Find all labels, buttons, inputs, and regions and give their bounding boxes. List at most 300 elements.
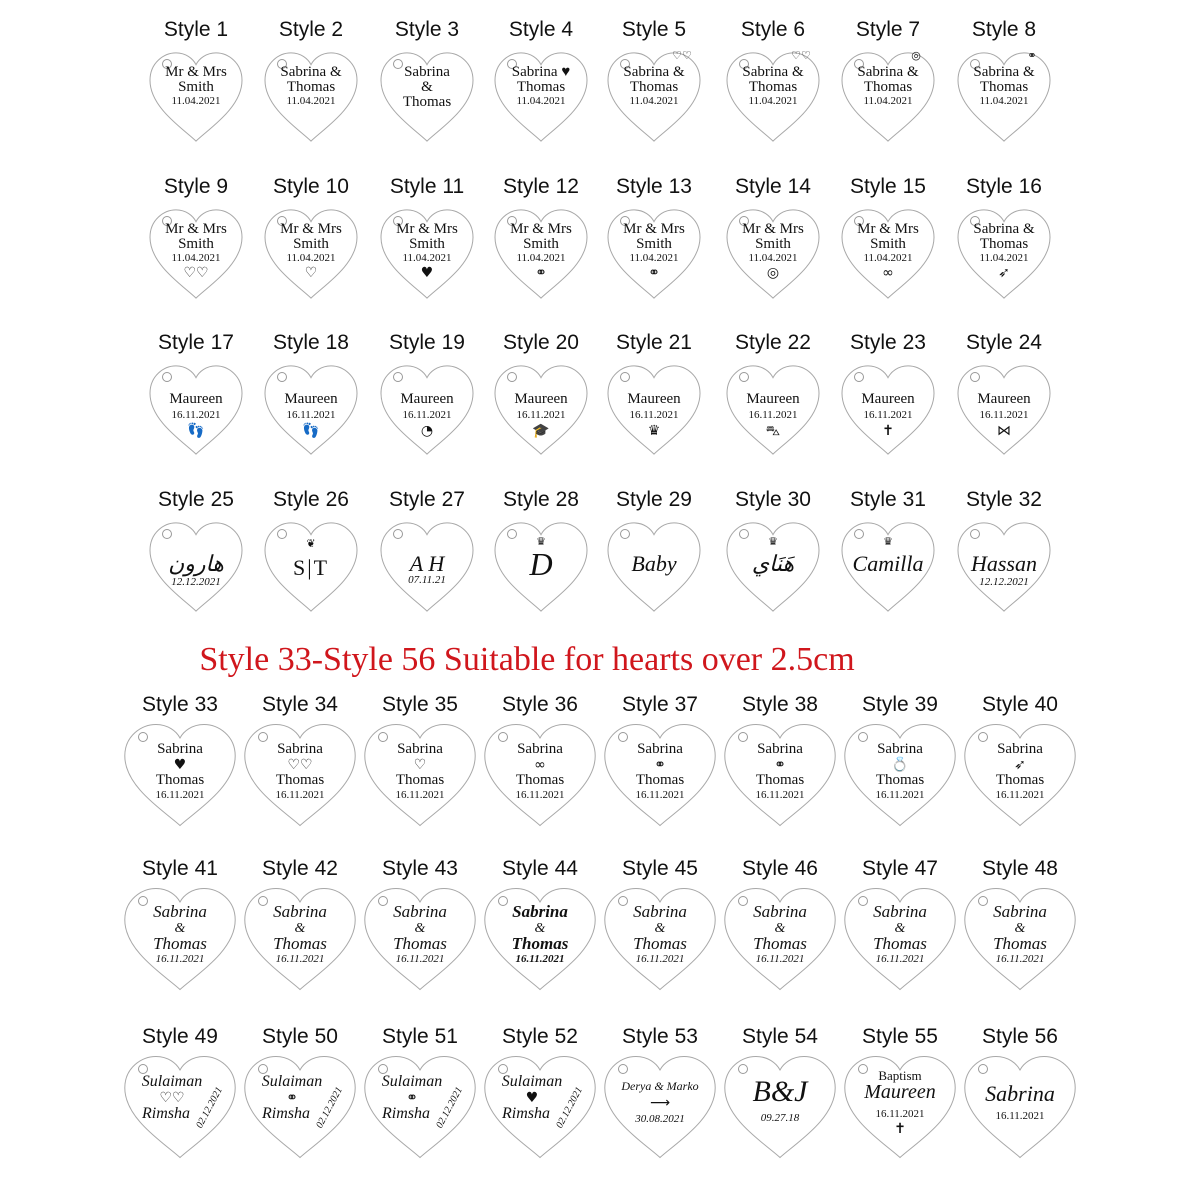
heart-tag [261, 206, 361, 302]
style-label: Style 50 [262, 1025, 338, 1048]
connector-icon: 💍 [891, 757, 909, 773]
hang-hole [162, 372, 172, 382]
heart-tag [720, 1052, 840, 1162]
name-line-1: Sabrina [877, 741, 923, 757]
style-card[interactable] [480, 856, 600, 1021]
stroller-icon: ⛍ [765, 423, 781, 439]
footprints-icon: 👣 [187, 423, 205, 439]
style-card[interactable] [946, 17, 1062, 167]
heart-tag [600, 720, 720, 830]
heart-tag [120, 1052, 240, 1162]
style-label: Style 11 [389, 175, 465, 198]
date-text: 11.04.2021 [748, 95, 798, 107]
size-banner [0, 640, 1200, 680]
style-label: Style 38 [742, 693, 818, 716]
style-label: Style 10 [273, 175, 349, 198]
date-text: 16.11.2021 [275, 953, 325, 965]
style-card[interactable] [253, 487, 369, 637]
style-label: Style 35 [382, 693, 458, 716]
style-label: Style 37 [622, 693, 698, 716]
style-card[interactable] [483, 487, 599, 637]
name-line-1: Sabrina [873, 902, 927, 921]
hang-hole [970, 372, 980, 382]
monogram: B&J [752, 1075, 808, 1108]
name-line-2: Smith [636, 236, 672, 252]
name-line-1: Mr & Mrs [510, 221, 572, 237]
heart-tag [954, 519, 1054, 615]
date-text: 16.11.2021 [863, 409, 913, 421]
date-text: 11.04.2021 [402, 252, 452, 264]
cross-icon: ✝ [894, 1121, 906, 1137]
style-card[interactable] [946, 487, 1062, 637]
connector-icon: ∞ [534, 757, 546, 773]
date-text: 02.12.2021 [554, 1085, 585, 1131]
style-card[interactable] [138, 17, 254, 167]
name-line-3: Thomas [402, 94, 452, 110]
style-label: Style 13 [616, 175, 692, 198]
style-label: Style 25 [158, 488, 234, 511]
infinity-icon: ∞ [882, 265, 894, 281]
name-line-2: Thomas [516, 79, 566, 95]
footprints-icon: 👣 [302, 423, 320, 439]
name-line-1: Sabrina [637, 741, 683, 757]
style-card[interactable] [600, 856, 720, 1021]
name-line-1: D [529, 546, 553, 582]
name-line-1: Sabrina & [742, 64, 804, 80]
connector-icon: ⚭ [774, 757, 786, 773]
date-text: 16.11.2021 [875, 953, 925, 965]
name-line-1: Sabrina [512, 902, 568, 921]
date-text: 11.04.2021 [979, 95, 1029, 107]
hang-hole [378, 732, 388, 742]
style-card[interactable] [596, 174, 712, 324]
heart-tag [604, 206, 704, 302]
style-label: Style 16 [966, 175, 1042, 198]
date-text: 12.12.2021 [979, 576, 1029, 588]
crown-icon: ♛ [647, 423, 661, 439]
style-card[interactable] [369, 174, 485, 324]
heart-tag [960, 884, 1080, 994]
style-card[interactable] [360, 856, 480, 1021]
style-card[interactable] [840, 1024, 960, 1189]
date-text: 11.04.2021 [286, 95, 336, 107]
hang-hole [978, 1064, 988, 1074]
date-text: 11.04.2021 [171, 252, 221, 264]
crown-icon: ♛ [883, 535, 893, 548]
style-card[interactable] [840, 856, 960, 1021]
connector-icon: ♡ [413, 757, 427, 773]
date-text: 16.11.2021 [516, 409, 566, 421]
heart-tag [491, 206, 591, 302]
style-card[interactable] [369, 330, 485, 480]
style-label: Style 6 [740, 18, 806, 41]
date-text: 16.11.2021 [395, 789, 445, 801]
date-text: 16.11.2021 [402, 409, 452, 421]
style-label: Style 49 [142, 1025, 218, 1048]
cross-icon: ✝ [882, 423, 894, 439]
style-label: Style 40 [982, 693, 1058, 716]
heart-tag [146, 519, 246, 615]
name-line-2: Thomas [748, 79, 798, 95]
name-line-2: Thomas [393, 934, 447, 953]
name-line-2: Thomas [511, 934, 569, 953]
name-line-1: Hassan [970, 551, 1037, 576]
hang-hole [618, 1064, 628, 1074]
heart-tag [491, 49, 591, 145]
style-label: Style 53 [622, 1025, 698, 1048]
ampersand: & [534, 921, 546, 936]
graduation-cap-icon: 🎓 [532, 423, 550, 439]
name-line-2: Thomas [979, 79, 1029, 95]
heart-tag [960, 1052, 1080, 1162]
hearts-icon: ♡♡ [183, 265, 209, 281]
leaves-icon: ❦ [306, 537, 316, 550]
name-line-1: Derya & Marko [621, 1079, 699, 1093]
heart-tag [838, 49, 938, 145]
date-text: 11.04.2021 [516, 95, 566, 107]
name-line-2: Rimsha [142, 1105, 190, 1122]
style-card[interactable] [480, 1024, 600, 1189]
date-text: 16.11.2021 [286, 409, 336, 421]
style-card[interactable] [715, 174, 831, 324]
date-text: 11.04.2021 [171, 95, 221, 107]
style-card[interactable] [960, 856, 1080, 1021]
hang-hole [507, 372, 517, 382]
name-line-1: Sabrina [273, 902, 327, 921]
style-label: Style 8 [971, 18, 1037, 41]
name-line-1: Sabrina [157, 741, 203, 757]
ampersand: & [174, 921, 186, 936]
date-text: 16.11.2021 [395, 953, 445, 965]
hang-hole [620, 372, 630, 382]
date-text: 11.04.2021 [748, 252, 798, 264]
style-card[interactable] [240, 1024, 360, 1189]
style-card[interactable] [720, 856, 840, 1021]
rings-icon: ⚭ [535, 265, 547, 281]
date-text: 11.04.2021 [863, 252, 913, 264]
crown-icon: ♛ [768, 535, 778, 548]
style-card[interactable] [715, 330, 831, 480]
name-line-1: Sabrina ♥ [511, 64, 571, 80]
heart-tag [146, 362, 246, 458]
style-label: Style 43 [382, 857, 458, 880]
style-card[interactable] [240, 692, 360, 857]
name-line-2: Thomas [753, 934, 807, 953]
style-label: Style 32 [966, 488, 1042, 511]
style-label: Style 36 [502, 693, 578, 716]
heart-tag [960, 720, 1080, 830]
heart-tag [723, 519, 823, 615]
name-line-1: A H [409, 551, 445, 576]
heart-tag [723, 362, 823, 458]
name-line-1: Sabrina & [857, 64, 919, 80]
hang-hole [970, 529, 980, 539]
heart-tag [240, 720, 360, 830]
banner-text: Style 33-Style 56 Suitable for hearts over 2.5cm [199, 641, 855, 678]
name-line-1: Mr & Mrs [396, 221, 458, 237]
style-label: Style 1 [163, 18, 229, 41]
style-label: Style 24 [966, 331, 1042, 354]
heart-tag [723, 49, 823, 145]
style-card[interactable] [960, 1024, 1080, 1189]
bow-icon: ⋈ [997, 423, 1011, 439]
style-card[interactable] [596, 17, 712, 167]
style-card[interactable] [830, 174, 946, 324]
style-card[interactable] [946, 174, 1062, 324]
connector-icon: ⚭ [406, 1090, 418, 1106]
hang-hole [738, 1064, 748, 1074]
heart-tag [240, 884, 360, 994]
heart-tag [604, 49, 704, 145]
style-card[interactable] [480, 692, 600, 857]
hang-hole [858, 732, 868, 742]
rings-icon: ⚭ [1027, 49, 1037, 62]
style-label: Style 21 [616, 331, 692, 354]
name-line-1: Sabrina & [280, 64, 342, 80]
name-line-1: Maureen [861, 391, 915, 407]
name-line-1: Sulaiman [501, 1073, 563, 1090]
style-label: Style 29 [616, 488, 692, 511]
name-line-2: Smith [870, 236, 906, 252]
style-card[interactable] [369, 17, 485, 167]
heart-tag [146, 206, 246, 302]
style-card[interactable] [253, 174, 369, 324]
name-line-2: Thomas [993, 934, 1047, 953]
date-text: 16.11.2021 [755, 953, 805, 965]
heart-tag [377, 49, 477, 145]
heart-tag [838, 519, 938, 615]
heart-tag [720, 720, 840, 830]
style-card[interactable] [360, 1024, 480, 1189]
hang-hole [162, 529, 172, 539]
style-label: Style 22 [735, 331, 811, 354]
style-label: Style 17 [158, 331, 234, 354]
style-card[interactable] [360, 692, 480, 857]
date-text: 02.12.2021 [314, 1085, 345, 1131]
name-line-1: Mr & Mrs [280, 221, 342, 237]
style-card[interactable] [830, 17, 946, 167]
style-card[interactable] [369, 487, 485, 637]
style-label: Style 19 [389, 331, 465, 354]
style-card[interactable] [596, 487, 712, 637]
connector-icon: ➶ [1014, 757, 1026, 773]
name-line-1: Sabrina [517, 741, 563, 757]
date-text: 07.11.21 [408, 574, 446, 586]
heart-tag [840, 884, 960, 994]
style-label: Style 31 [850, 488, 926, 511]
heart-tag [261, 362, 361, 458]
heart-tag [261, 49, 361, 145]
date-text: 16.11.2021 [755, 789, 805, 801]
style-card[interactable] [253, 330, 369, 480]
name-line-2: Thomas [395, 772, 445, 788]
name-line-2: Smith [409, 236, 445, 252]
name-line-2: Thomas [515, 772, 565, 788]
style-card[interactable] [253, 17, 369, 167]
style-card[interactable] [946, 330, 1062, 480]
style-label: Style 51 [382, 1025, 458, 1048]
ampersand: & [654, 921, 666, 936]
connector-icon: ⚭ [654, 757, 666, 773]
style-label: Style 9 [163, 175, 229, 198]
style-card[interactable] [120, 1024, 240, 1189]
date-text: 11.04.2021 [516, 252, 566, 264]
style-card[interactable] [715, 17, 831, 167]
name-line-1: Sabrina & [623, 64, 685, 80]
heart-tag [377, 519, 477, 615]
style-card[interactable] [483, 330, 599, 480]
date-text: 16.11.2021 [515, 789, 565, 801]
name-line-1: Sabrina [153, 902, 207, 921]
ampersand: & [414, 921, 426, 936]
name-line-2: Thomas [635, 772, 685, 788]
style-card[interactable] [138, 330, 254, 480]
style-label: Style 44 [502, 857, 578, 880]
name-line-1: Maureen [514, 391, 568, 407]
name-line-1: Mr & Mrs [165, 221, 227, 237]
heart-tag [491, 362, 591, 458]
heart-tag [491, 519, 591, 615]
name-line-1: Maureen [746, 391, 800, 407]
ampersand: & [1014, 921, 1026, 936]
name-line-2: Thomas [273, 934, 327, 953]
style-card[interactable] [240, 856, 360, 1021]
name-line-1: Baby [631, 551, 677, 576]
name-line-2: Smith [755, 236, 791, 252]
heart-tag [480, 884, 600, 994]
style-card[interactable] [720, 692, 840, 857]
style-card[interactable] [830, 487, 946, 637]
name-line-2: Maureen [864, 1081, 936, 1103]
date-text: 02.12.2021 [194, 1085, 225, 1131]
heart-tag [120, 720, 240, 830]
name-line-1: Mr & Mrs [623, 221, 685, 237]
name-line-2: Smith [293, 236, 329, 252]
style-label: Style 39 [862, 693, 938, 716]
date-text: 16.11.2021 [155, 953, 205, 965]
heart-tag [360, 884, 480, 994]
name-line-1: هَنَاي [751, 551, 795, 576]
heart-tag [240, 1052, 360, 1162]
date-text: 11.04.2021 [629, 252, 679, 264]
style-label: Style 55 [862, 1025, 938, 1048]
style-card[interactable] [120, 692, 240, 857]
name-line-2: Thomas [286, 79, 336, 95]
style-card[interactable] [600, 1024, 720, 1189]
heart-solid-icon: ♥ [420, 265, 434, 281]
heart-tag [600, 884, 720, 994]
heart-tag [954, 49, 1054, 145]
hang-hole [498, 732, 508, 742]
name-line-1: Maureen [284, 391, 338, 407]
name-line-1: Maureen [169, 391, 223, 407]
heart-tag [146, 49, 246, 145]
style-card[interactable] [138, 174, 254, 324]
heart-tag [954, 206, 1054, 302]
name-line-1: Mr & Mrs [742, 221, 804, 237]
ampersand: & [294, 921, 306, 936]
name-line-2: Thomas [995, 772, 1045, 788]
connector-icon: ⚭ [286, 1090, 298, 1106]
name-line-1: Mr & Mrs [857, 221, 919, 237]
heart-tag [360, 720, 480, 830]
style-label: Style 48 [982, 857, 1058, 880]
style-label: Style 52 [502, 1025, 578, 1048]
date-text: 16.11.2021 [995, 1110, 1045, 1122]
style-label: Style 42 [262, 857, 338, 880]
heart-arrow-icon: ➶ [998, 265, 1010, 281]
name-line-2: Thomas [275, 772, 325, 788]
name-line-2: Smith [523, 236, 559, 252]
heart-tag [377, 362, 477, 458]
style-card[interactable] [600, 692, 720, 857]
name-line-2: Rimsha [502, 1105, 550, 1122]
heart-tag [600, 1052, 720, 1162]
arrow-icon: ⟶ [649, 1095, 671, 1111]
connector-icon: ♥ [525, 1090, 539, 1106]
date-text: 16.11.2021 [629, 409, 679, 421]
hang-hole [277, 372, 287, 382]
date-text: 16.11.2021 [995, 953, 1045, 965]
style-label: Style 20 [503, 331, 579, 354]
name-line-2: Thomas [875, 772, 925, 788]
style-label: Style 14 [735, 175, 811, 198]
name-line-2: Smith [178, 236, 214, 252]
style-card[interactable] [138, 487, 254, 637]
heart-outline-icon: ♡ [304, 265, 318, 281]
name-line-2: Thomas [873, 934, 927, 953]
style-card[interactable] [483, 17, 599, 167]
hang-hole [854, 372, 864, 382]
style-card[interactable] [596, 330, 712, 480]
style-card[interactable] [830, 330, 946, 480]
heart-tag [604, 519, 704, 615]
style-card[interactable] [483, 174, 599, 324]
name-line-2: & [421, 79, 433, 95]
style-label: Style 41 [142, 857, 218, 880]
name-line-1: Sabrina [985, 1081, 1055, 1106]
rings-icon: ⚭ [648, 265, 660, 281]
date-text: 16.11.2021 [748, 409, 798, 421]
style-card[interactable] [120, 856, 240, 1021]
date-text: 16.11.2021 [875, 1108, 925, 1120]
hang-hole [618, 732, 628, 742]
hang-hole [738, 732, 748, 742]
heart-tag [480, 720, 600, 830]
hearts-icon: ♡♡ [791, 49, 811, 62]
style-label: Style 15 [850, 175, 926, 198]
style-label: Style 34 [262, 693, 338, 716]
crown-icon: ♛ [536, 535, 546, 548]
date-text: 16.11.2021 [155, 789, 205, 801]
style-card[interactable] [840, 692, 960, 857]
name-line-2: Thomas [979, 236, 1029, 252]
date-text: 11.04.2021 [629, 95, 679, 107]
style-label: Style 7 [855, 18, 921, 41]
hang-hole [393, 372, 403, 382]
date-text: 09.27.18 [760, 1112, 800, 1124]
style-card[interactable] [960, 692, 1080, 857]
name-line-2: Thomas [629, 79, 679, 95]
name-line-2: Thomas [633, 934, 687, 953]
name-line-1: Sabrina [997, 741, 1043, 757]
style-label: Style 18 [273, 331, 349, 354]
style-label: Style 28 [503, 488, 579, 511]
style-card[interactable] [720, 1024, 840, 1189]
name-line-2: Thomas [155, 772, 205, 788]
style-label: Style 27 [389, 488, 465, 511]
style-card[interactable] [715, 487, 831, 637]
